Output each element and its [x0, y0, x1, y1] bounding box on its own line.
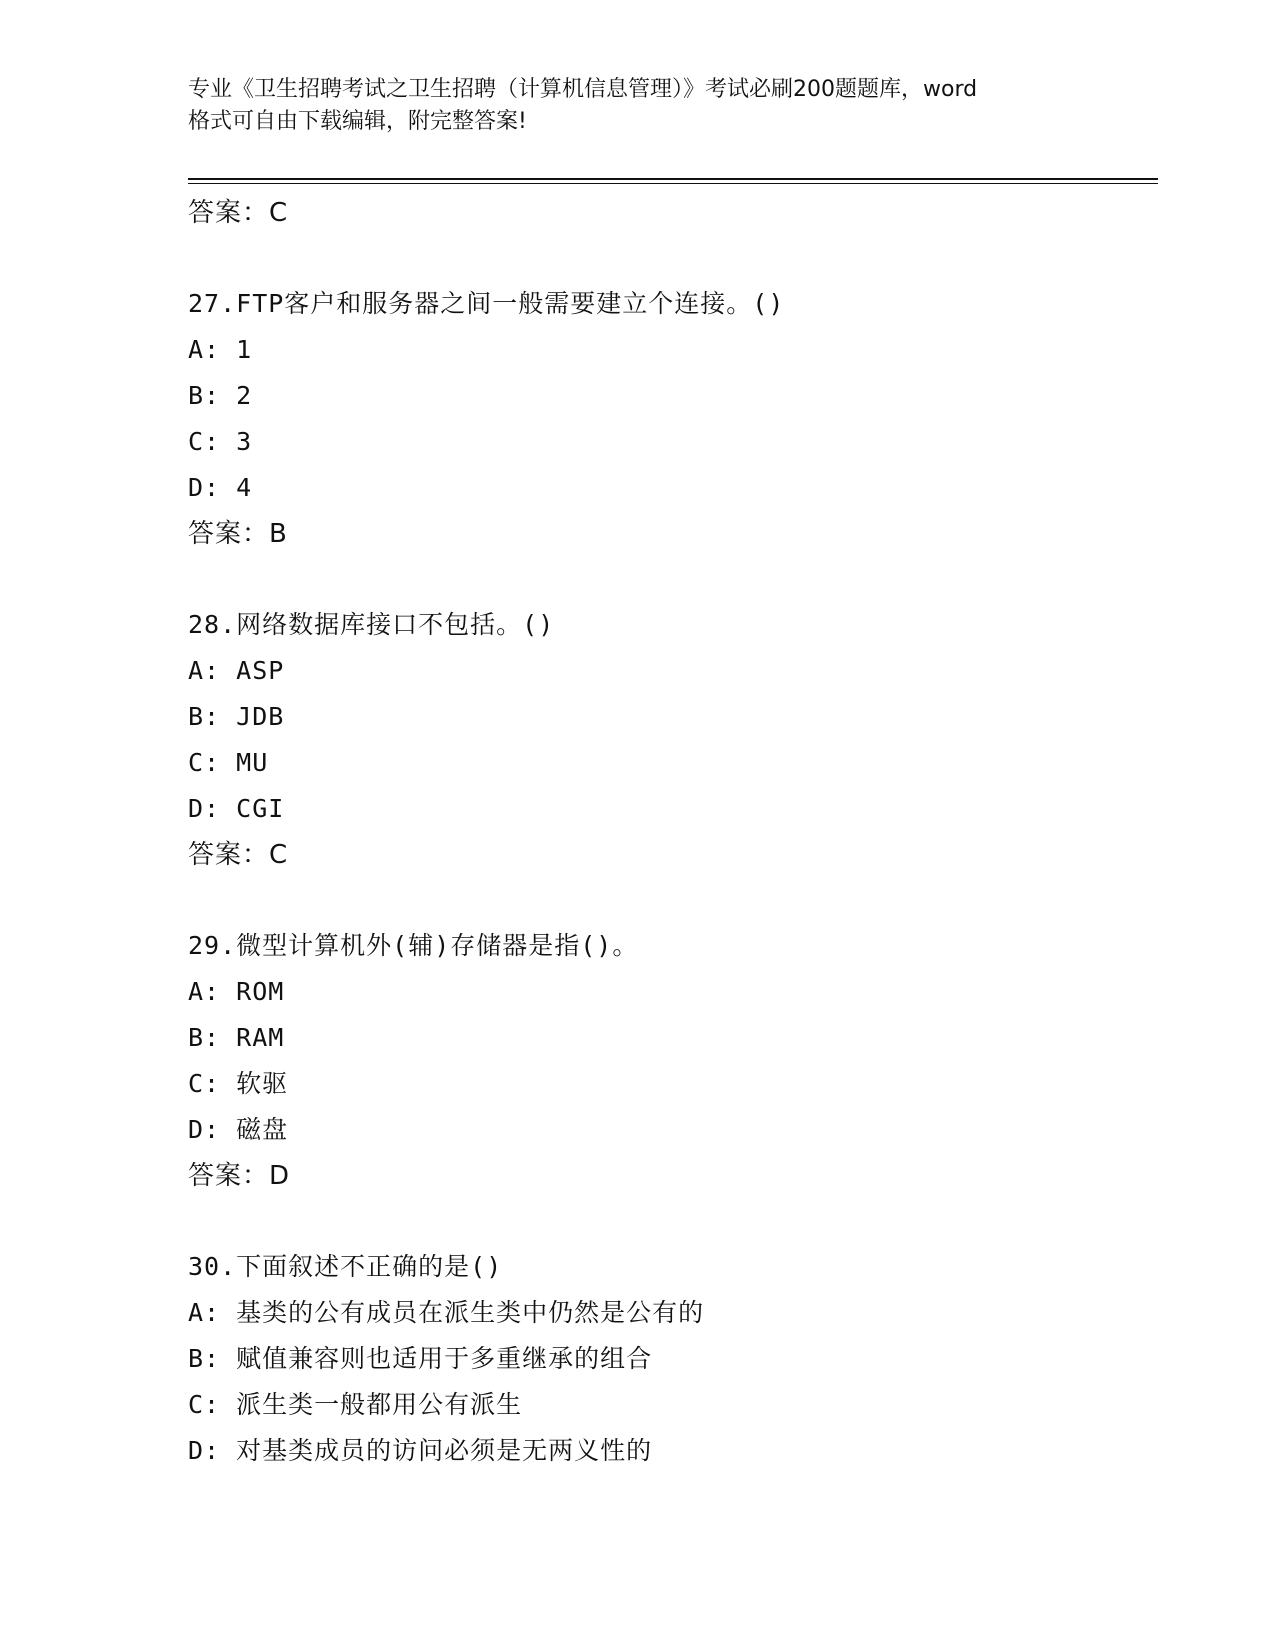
option-c: C: 派生类一般都用公有派生: [188, 1390, 523, 1419]
spacer: [188, 1199, 1158, 1244]
option-b: B: 2: [188, 381, 253, 410]
spacer: [188, 236, 1158, 281]
option-b: B: JDB: [188, 702, 285, 731]
header-divider-thin: [188, 183, 1158, 184]
option-d: D: 对基类成员的访问必须是无两义性的: [188, 1436, 653, 1465]
answer-line: 答案：C: [188, 840, 289, 870]
option-a: A: ASP: [188, 656, 285, 685]
option-c: C: 软驱: [188, 1069, 289, 1098]
answer-line: 答案：B: [188, 519, 288, 549]
option-d: D: 磁盘: [188, 1115, 289, 1144]
option-a: A: ROM: [188, 977, 285, 1006]
option-a: A: 1: [188, 335, 253, 364]
document-header: [188, 74, 1088, 138]
spacer: [188, 878, 1158, 923]
question-block: [188, 1244, 1158, 1474]
option-d: D: 4: [188, 473, 253, 502]
answer-line: 答案：C: [188, 198, 289, 228]
spacer: [188, 557, 1158, 602]
question-block: [188, 602, 1158, 878]
option-b: B: 赋值兼容则也适用于多重继承的组合: [188, 1344, 653, 1373]
option-b: B: RAM: [188, 1023, 285, 1052]
option-c: C: 3: [188, 427, 253, 456]
question-stem: 30.下面叙述不正确的是(): [188, 1252, 503, 1281]
question-block: [188, 923, 1158, 1199]
option-c: C: MU: [188, 748, 269, 777]
question-stem: 28.网络数据库接口不包括。(): [188, 610, 555, 639]
question-stem: 29.微型计算机外(辅)存储器是指()。: [188, 931, 639, 960]
option-a: A: 基类的公有成员在派生类中仍然是公有的: [188, 1298, 705, 1327]
header-divider-thick: [188, 178, 1158, 180]
question-stem: 27.FTP客户和服务器之间一般需要建立个连接。(): [188, 289, 785, 318]
header-line-2: 格式可自由下载编辑，附完整答案!: [188, 109, 527, 134]
answer-line: 答案：D: [188, 1161, 291, 1191]
option-d: D: CGI: [188, 794, 285, 823]
question-list: [188, 190, 1158, 1474]
header-line-1: 专业《卫生招聘考试之卫生招聘（计算机信息管理）》考试必刷200题题库，word: [188, 77, 978, 102]
question-block: [188, 281, 1158, 557]
